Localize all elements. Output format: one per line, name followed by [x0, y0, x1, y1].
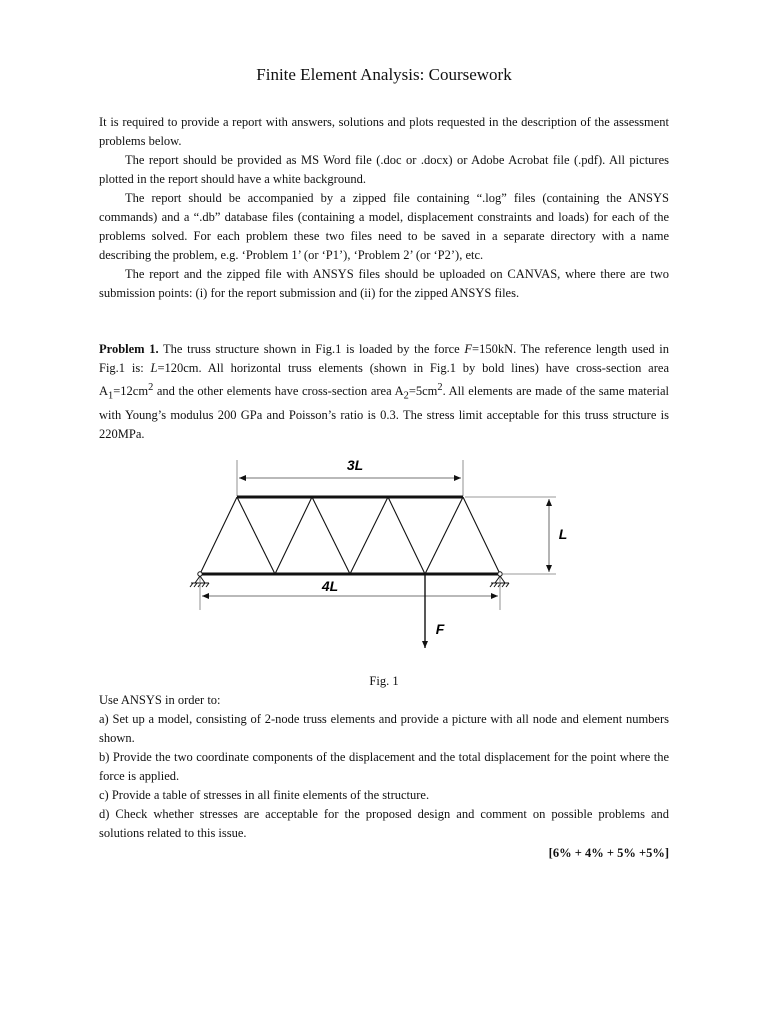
diagonal-member [312, 497, 350, 574]
intro-paragraph-2: The report should be provided as MS Word file (.doc or .docx) or Adobe Acrobat file (.pdf). All pictures plotted in the report should have a white background. [99, 153, 669, 186]
task-item-a: a) Set up a model, consisting of 2-node truss elements and provide a picture with all node and element numbers shown. [99, 712, 669, 745]
dimension-label-l: L [558, 526, 568, 542]
problem-text-part: The truss structure shown in Fig.1 is loaded by the force [158, 342, 465, 356]
diagonal-member [463, 497, 500, 574]
figure-caption: Fig. 1 [369, 674, 399, 688]
task-item-c: c) Provide a table of stresses in all finite elements of the structure. [99, 788, 430, 802]
unit-superscript-1: 2 [148, 382, 154, 393]
problem-text-part: =120cm. All horizontal truss elements (shown in Fig.1 by bold lines) have cross-section area A [99, 361, 669, 399]
task-item-d: d) Check whether stresses are acceptable for the proposed design and comment on possible problems and solutions related to this issue. [99, 807, 669, 840]
task-item-b: b) Provide the two coordinate components of the displacement and the total displacement for the point where the force is applied. [99, 750, 669, 783]
force-label: F [435, 621, 445, 637]
diagonal-member [200, 497, 237, 574]
problem-text-part: =150kN. The reference length used in Fig.1 is: [99, 342, 669, 375]
intro-paragraph-3: The report should be accompanied by a zipped file containing “.log” files (containing the ANSYS commands) and a “.db” database files (containing a model, displacement constraints and loads) for each of the problems solved. For each problem these two files need to be saved in a separate directory with a name describing the problem, e.g. ‘Problem 1’ (or ‘P1’), ‘Problem 2’ (or ‘P2’), etc. [99, 191, 669, 262]
marks-allocation: [6% + 4% + 5% +5%] [548, 846, 669, 860]
truss-diagonals [200, 497, 500, 574]
force-variable: F [464, 342, 473, 356]
dimension-label-3l: 3L [346, 457, 364, 473]
diagonal-member [237, 497, 275, 574]
tasks-section [99, 691, 669, 843]
problem-1-statement [99, 340, 669, 444]
area-subscript-2: 2 [403, 390, 409, 402]
problem-text-part: . All elements are made of the same material with Young’s modulus 200 GPa and Poisson’s ratio is 0.3. The stress limit acceptable for this truss structure is 220MPa. [99, 384, 669, 441]
diagonal-member [425, 497, 463, 574]
document-title: Finite Element Analysis: Coursework [256, 65, 512, 84]
problem-text-part: =5cm [408, 384, 438, 399]
tasks-intro: Use ANSYS in order to: [99, 693, 221, 707]
problem-1-heading: Problem 1. [99, 342, 159, 356]
diagonal-member [388, 497, 425, 574]
unit-superscript-2: 2 [437, 382, 443, 393]
truss-figure [180, 452, 580, 662]
problem-text-part: =12cm [113, 384, 149, 399]
intro-paragraph-4: The report and the zipped file with ANSYS files should be uploaded on CANVAS, where there are two submission points: (i) for the report submission and (ii) for the zipped ANSYS files. [99, 267, 669, 300]
length-variable: L [150, 361, 158, 375]
intro-section [99, 113, 669, 303]
area-subscript-1: 1 [108, 390, 114, 402]
problem-1-section [99, 340, 669, 444]
diagonal-member [275, 497, 312, 574]
dimension-label-4l: 4L [321, 578, 339, 594]
intro-paragraph-1: It is required to provide a report with answers, solutions and plots requested in the description of the assessment problems below. [99, 115, 669, 148]
diagonal-member [350, 497, 388, 574]
problem-text-part: and the other elements have cross-section area A [153, 384, 404, 399]
